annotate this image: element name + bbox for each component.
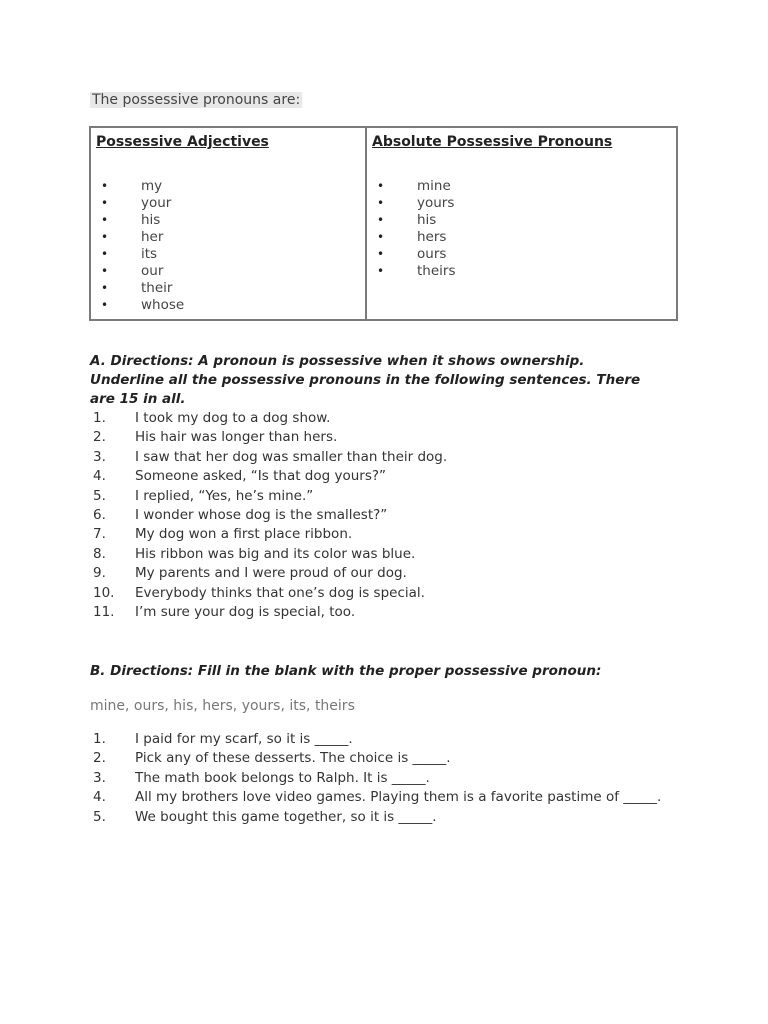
item-number: 1. xyxy=(93,410,106,426)
sentence-text: Someone asked, “Is that dog yours?” xyxy=(135,468,387,485)
item-number: 1. xyxy=(93,731,106,747)
bullet-icon: • xyxy=(101,264,109,278)
pronoun-word: my xyxy=(141,178,163,194)
absolute-pronouns-column xyxy=(367,128,676,319)
item-number: 2. xyxy=(93,750,106,767)
fill-in-text: I paid for my scarf, so it is _____. xyxy=(135,731,353,747)
pronoun-word: yours xyxy=(417,195,455,211)
fill-in-text: The math book belongs to Ralph. It is _____. xyxy=(135,769,430,786)
bullet-icon: • xyxy=(101,281,109,295)
pronoun-word: his xyxy=(417,212,437,228)
sentence-text: I saw that her dog was smaller than their dog. xyxy=(135,448,448,465)
sentence-text: His hair was longer than hers. xyxy=(135,429,338,446)
bullet-icon: • xyxy=(377,247,385,261)
item-number: 9. xyxy=(93,565,106,582)
pronoun-word: his xyxy=(141,212,161,228)
item-number: 11. xyxy=(93,603,115,620)
word-bank: mine, ours, his, hers, yours, its, theirs xyxy=(90,698,355,714)
fill-in-text: Pick any of these desserts. The choice is _____. xyxy=(135,750,451,767)
pronoun-word: mine xyxy=(417,178,451,194)
bullet-icon: • xyxy=(377,230,385,244)
sentence-text: I replied, “Yes, he’s mine.” xyxy=(135,487,314,504)
sentence-text: Everybody thinks that one’s dog is special. xyxy=(135,584,425,601)
item-number: 4. xyxy=(93,789,106,806)
pronoun-word: hers xyxy=(417,229,447,245)
bullet-icon: • xyxy=(101,213,109,227)
item-number: 10. xyxy=(93,584,115,601)
sentence-text: My parents and I were proud of our dog. xyxy=(135,565,407,582)
pronoun-word: theirs xyxy=(417,263,456,279)
pronoun-word: whose xyxy=(141,297,185,313)
item-number: 2. xyxy=(93,429,106,446)
bullet-icon: • xyxy=(377,213,385,227)
sentence-text: I wonder whose dog is the smallest?” xyxy=(135,506,388,523)
pronoun-word: their xyxy=(141,280,173,296)
pronoun-word: our xyxy=(141,263,164,279)
bullet-icon: • xyxy=(101,247,109,261)
item-number: 4. xyxy=(93,468,106,485)
fill-in-text: All my brothers love video games. Playing them is a favorite pastime of _____. xyxy=(135,789,662,806)
pronoun-word: her xyxy=(141,229,164,245)
bullet-icon: • xyxy=(101,298,109,312)
item-number: 3. xyxy=(93,448,106,465)
item-number: 5. xyxy=(93,487,106,504)
bullet-icon: • xyxy=(101,196,109,210)
sentence-text: My dog won a first place ribbon. xyxy=(135,526,353,543)
item-number: 6. xyxy=(93,506,106,523)
bullet-icon: • xyxy=(101,230,109,244)
bullet-icon: • xyxy=(377,264,385,278)
bullet-icon: • xyxy=(377,196,385,210)
section-b-directions: B. Directions: Fill in the blank with the proper possessive pronoun: xyxy=(90,663,602,679)
sentence-text: His ribbon was big and its color was blue. xyxy=(135,545,416,562)
bullet-icon: • xyxy=(101,179,109,193)
sentence-text: I took my dog to a dog show. xyxy=(135,410,331,426)
pronoun-word: its xyxy=(141,246,158,262)
possessive-adjectives-heading: Possessive Adjectives xyxy=(96,134,269,150)
absolute-pronouns-heading: Absolute Possessive Pronouns xyxy=(372,134,613,150)
fill-in-text: We bought this game together, so it is _____. xyxy=(135,808,437,825)
item-number: 3. xyxy=(93,769,106,786)
item-number: 7. xyxy=(93,526,106,543)
pronoun-word: your xyxy=(141,195,172,211)
pronoun-table xyxy=(89,126,678,321)
bullet-icon: • xyxy=(377,179,385,193)
intro-text: The possessive pronouns are: xyxy=(92,92,301,108)
possessive-adjectives-column xyxy=(91,128,367,319)
item-number: 5. xyxy=(93,808,106,825)
pronoun-word: ours xyxy=(417,246,447,262)
item-number: 8. xyxy=(93,545,106,562)
section-a-directions: A. Directions: A pronoun is possessive when it shows ownership. Underline all the possessive pronouns in the following sentences. There are 15 in all. xyxy=(90,353,641,407)
sentence-text: I’m sure your dog is special, too. xyxy=(135,603,356,620)
